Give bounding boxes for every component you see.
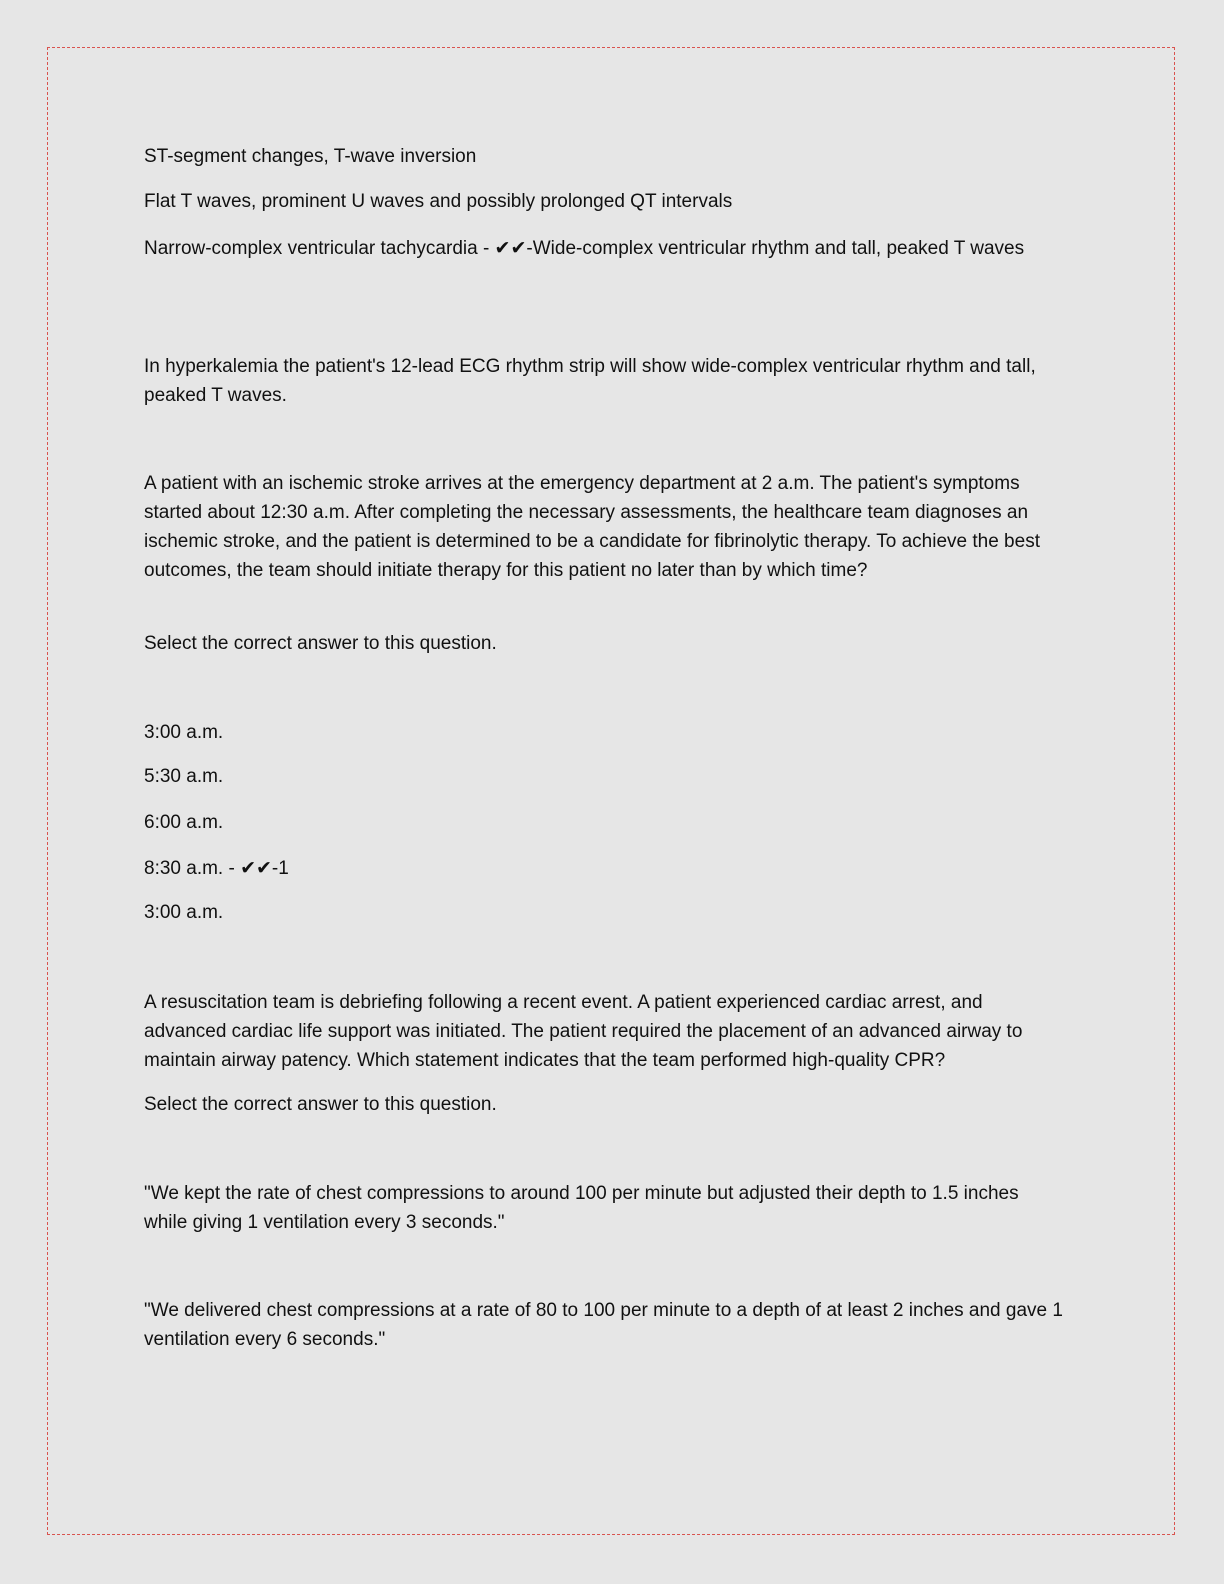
answer-option-correct: Narrow-complex ventricular tachycardia - ✔✔-Wide-complex ventricular rhythm and tall, peaked T waves: [144, 238, 1025, 259]
answer-option: Flat T waves, prominent U waves and possibly prolonged QT intervals: [144, 191, 733, 212]
answer-option: 6:00 a.m.: [144, 812, 224, 833]
answer-explanation: In hyperkalemia the patient's 12-lead ECG rhythm strip will show wide-complex ventricular rhythm and tall, peaked T waves.: [144, 356, 1036, 406]
question-text: A resuscitation team is debriefing following a recent event. A patient experienced cardiac arrest, and advanced cardiac life support was initiated. The patient required the placement of an advanced airway to maintain airway patency. Which statement indicates that the team performed high-quality CPR?: [144, 992, 1023, 1071]
question-text: A patient with an ischemic stroke arrives at the emergency department at 2 a.m. The patient's symptoms started about 12:30 a.m. After completing the necessary assessments, the healthcare team diagnoses an ischemic stroke, and the patient is determined to be a candidate for fibrinolytic therapy. To achieve the best outcomes, the team should initiate therapy for this patient no later than by which time?: [144, 473, 1040, 581]
answer-option: 3:00 a.m.: [144, 902, 224, 923]
answer-option-correct: 8:30 a.m. - ✔✔-1: [144, 858, 289, 879]
answer-option: 3:00 a.m.: [144, 722, 224, 743]
answer-option: ST-segment changes, T-wave inversion: [144, 146, 477, 167]
answer-option: "We kept the rate of chest compressions to around 100 per minute but adjusted their depth to 1.5 inches while giving 1 ventilation every 3 seconds.": [144, 1183, 1019, 1233]
answer-option: "We delivered chest compressions at a rate of 80 to 100 per minute to a depth of at least 2 inches and gave 1 ventilation every 6 seconds.": [144, 1300, 1063, 1350]
question-instruction: Select the correct answer to this question.: [144, 1094, 497, 1115]
question-instruction: Select the correct answer to this question.: [144, 633, 497, 654]
answer-option: 5:30 a.m.: [144, 766, 224, 787]
